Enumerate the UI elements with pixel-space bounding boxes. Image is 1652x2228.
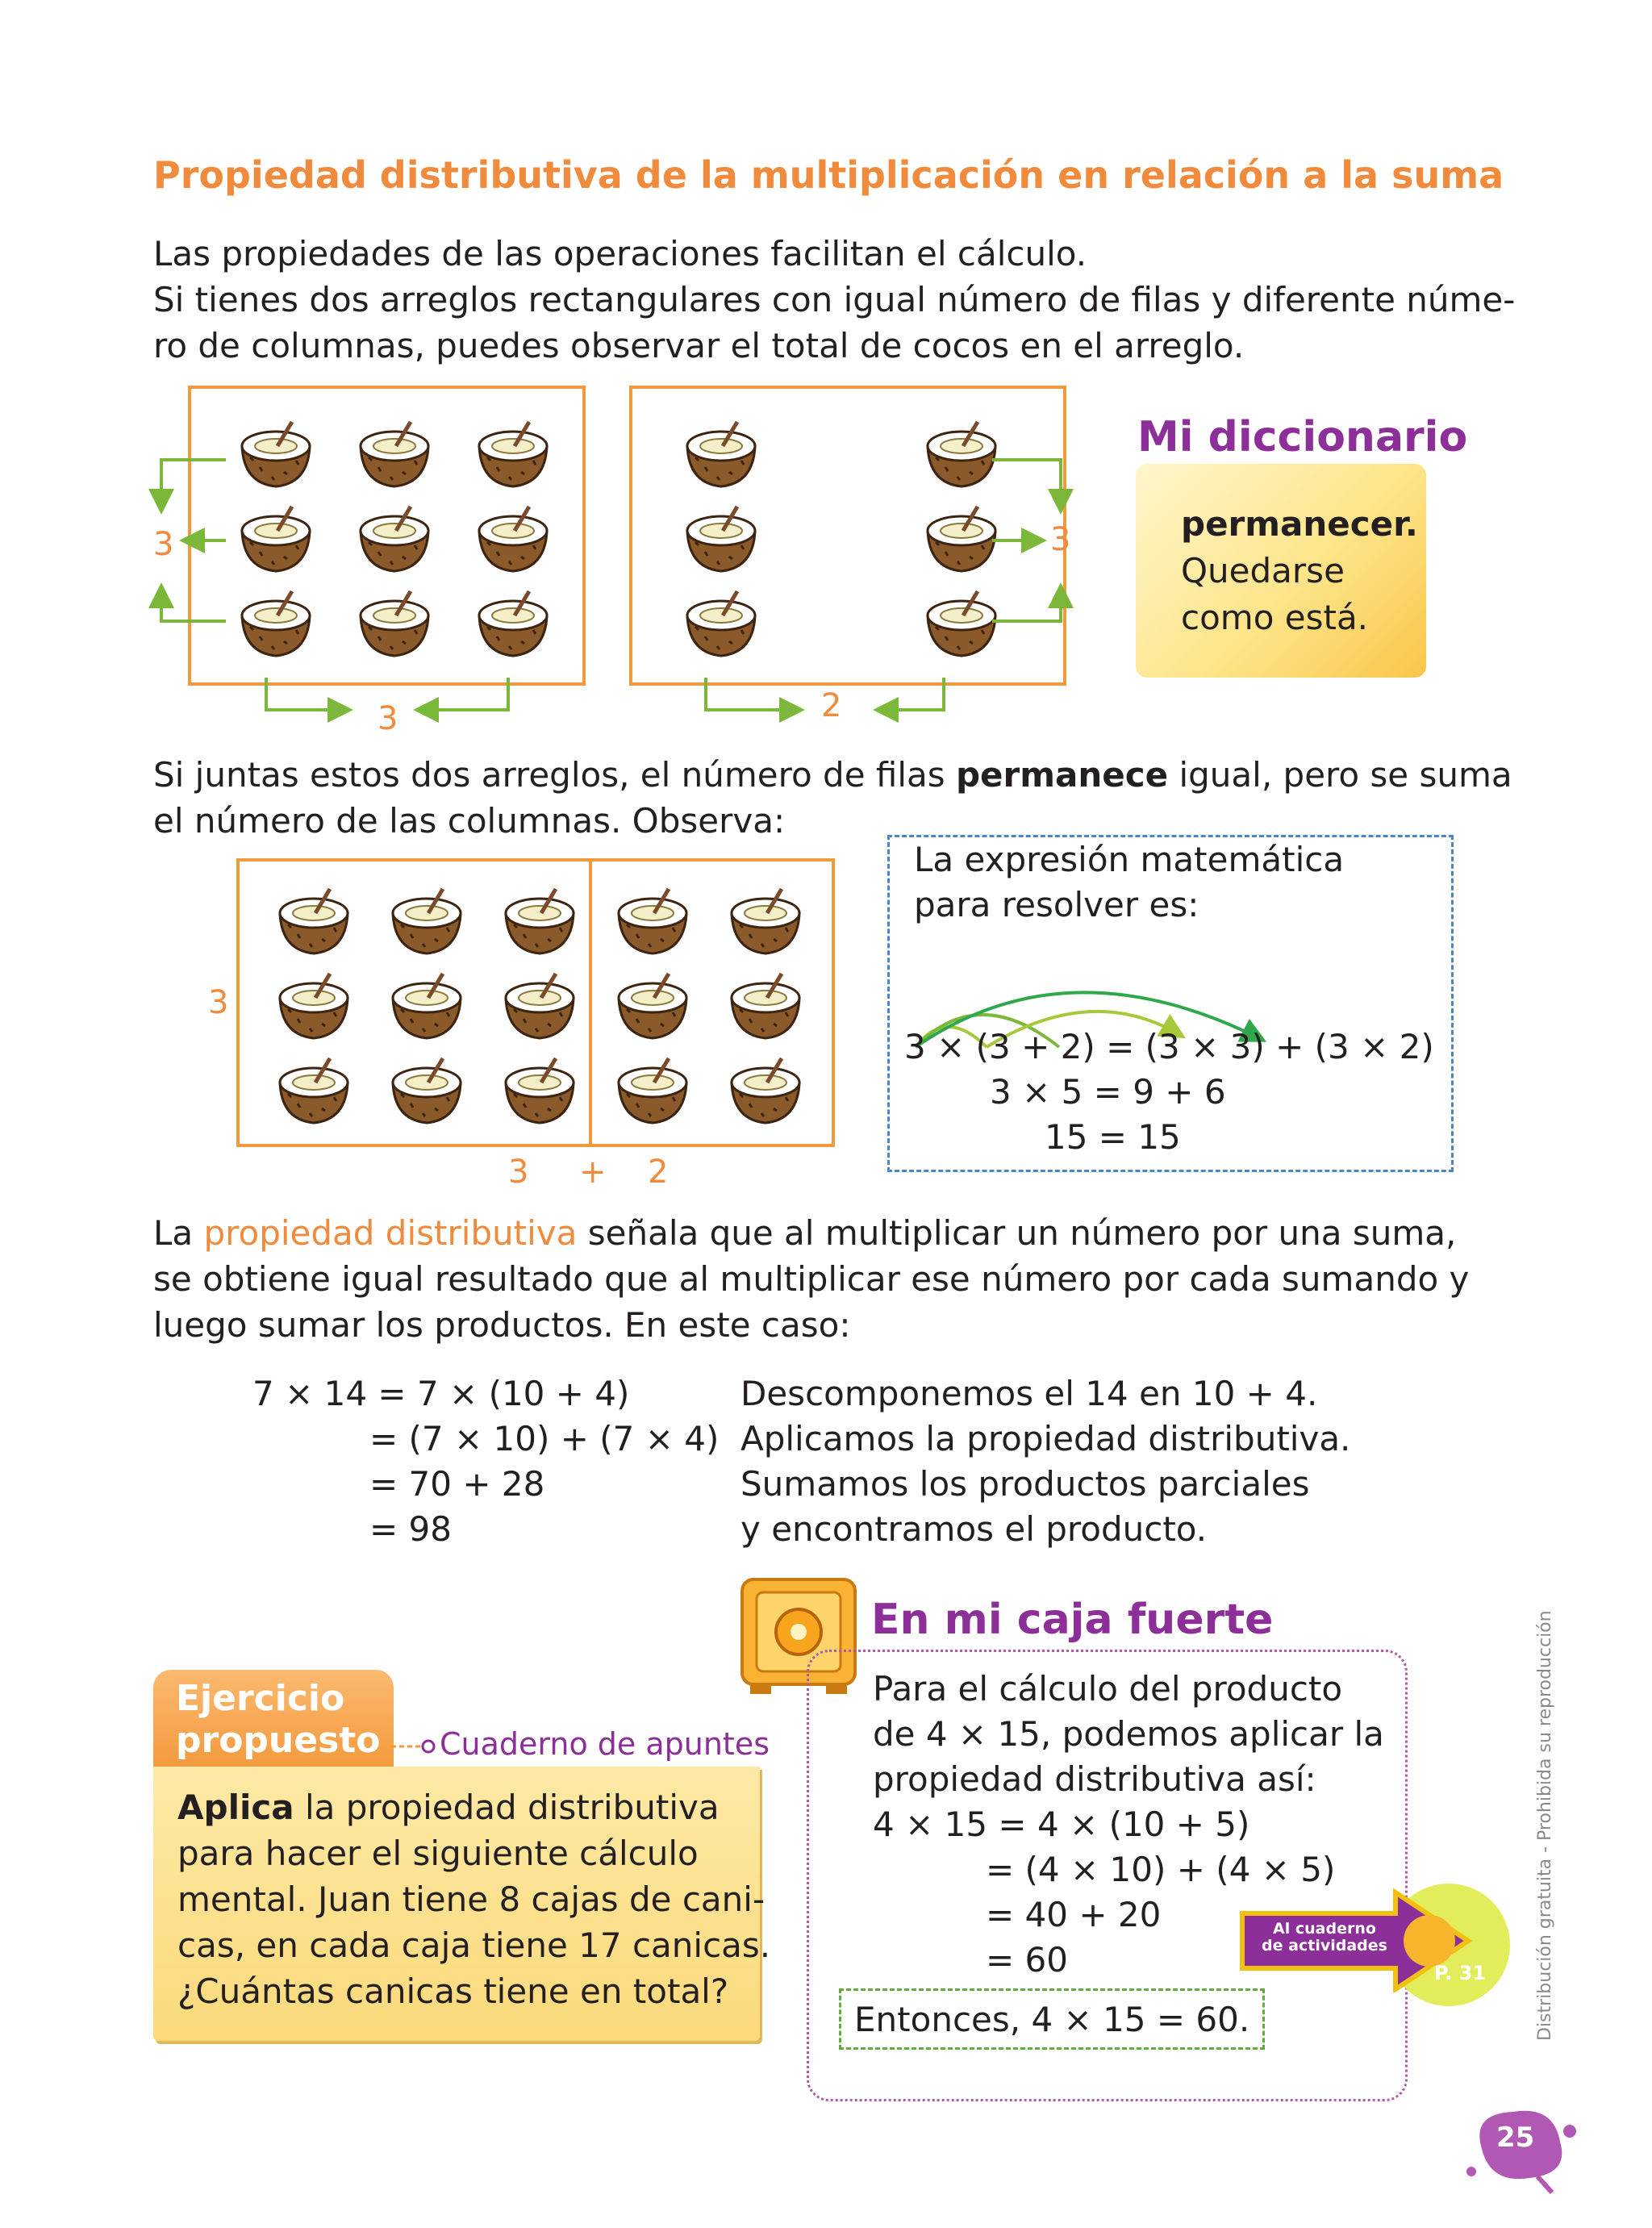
array-divider (589, 862, 592, 1144)
activity-link-text[interactable] (1252, 1921, 1397, 1955)
coconut-icon (273, 970, 354, 1041)
coconut-icon (725, 1055, 806, 1126)
coconut-icon (612, 970, 693, 1041)
coconut-icon (725, 886, 806, 957)
combined-plus: + (579, 1154, 607, 1191)
exercise-line-5: ¿Cuántas canicas tiene en total? (177, 1971, 729, 2011)
dictionary-def-1: Quedarse (1181, 551, 1345, 590)
combined-cols-a: 3 (508, 1154, 529, 1191)
coconut-icon (273, 1055, 354, 1126)
exercise-line-2: para hacer el siguiente cálculo (177, 1834, 699, 1873)
definition-line-1: La propiedad distributiva señala que al multiplicar un número por una suma, (153, 1213, 1457, 1253)
expression-intro-1: La expresión matemática (914, 840, 1345, 879)
safe-eq-1: 4 × 15 = 4 × (10 + 5) (873, 1805, 1250, 1844)
join-line-2: el número de las columnas. Observa: (153, 801, 786, 841)
exercise-card (153, 1767, 771, 2041)
array-arrows (137, 444, 1089, 742)
intro-line-2: Si tienes dos arreglos rectangulares con igual número de filas y diferente núme- (153, 280, 1516, 319)
coconut-icon (612, 886, 693, 957)
example-exp-2: Aplicamos la propiedad distributiva. (740, 1419, 1351, 1458)
dictionary-title: Mi diccionario (1137, 413, 1468, 461)
example-eq-4: = 98 (369, 1509, 452, 1549)
left-cols-label: 3 (378, 700, 398, 737)
activity-link-line-2: de actividades (1262, 1937, 1387, 1955)
exercise-tab-line-2: propuesto (176, 1720, 381, 1761)
example-eq-2: = (7 × 10) + (7 × 4) (369, 1419, 720, 1458)
example-exp-4: y encontramos el producto. (740, 1509, 1208, 1549)
safe-line-3: propiedad distributiva así: (873, 1759, 1316, 1799)
safe-result: Entonces, 4 × 15 = 60. (854, 2000, 1250, 2039)
left-rows-label: 3 (153, 526, 174, 563)
definition-line-3: luego sumar los productos. En este caso: (153, 1305, 851, 1345)
expression-intro-2: para resolver es: (914, 885, 1199, 924)
exercise-line-3: mental. Juan tiene 8 cajas de cani- (177, 1880, 766, 1919)
expression-eq-1: 3 × (3 + 2) = (3 × 3) + (3 × 2) (904, 1027, 1434, 1066)
definition-line-2: se obtiene igual resultado que al multiplicar ese número por cada sumando y (153, 1259, 1470, 1299)
right-cols-label: 2 (821, 687, 842, 724)
exercise-tab (153, 1670, 394, 1768)
exercise-line-4: cas, en cada caja tiene 17 canicas. (177, 1926, 771, 1965)
coconut-icon (273, 886, 354, 957)
expression-box (887, 835, 1454, 1172)
exercise-tab-line-1: Ejercicio (176, 1678, 345, 1719)
coconut-icon (612, 1055, 693, 1126)
dictionary-def-2: como está. (1181, 598, 1369, 637)
combined-array (236, 858, 835, 1147)
dictionary-card (1136, 464, 1426, 678)
exercise-line-1: Aplica la propiedad distributiva (177, 1788, 720, 1827)
example-exp-1: Descomponemos el 14 en 10 + 4. (740, 1374, 1318, 1413)
coconut-icon (386, 1055, 467, 1126)
coconut-icon (725, 970, 806, 1041)
right-rows-label: 3 (1050, 521, 1071, 558)
safe-eq-4: = 60 (986, 1940, 1068, 1980)
expression-eq-3: 15 = 15 (1045, 1117, 1181, 1157)
example-eq-1: 7 × 14 = 7 × (10 + 4) (252, 1374, 630, 1413)
safe-eq-3: = 40 + 20 (986, 1895, 1162, 1934)
expression-eq-2: 3 × 5 = 9 + 6 (990, 1072, 1226, 1112)
activity-link-line-1: Al cuaderno (1273, 1920, 1376, 1938)
safe-line-1: Para el cálculo del producto (873, 1669, 1343, 1709)
example-eq-3: = 70 + 28 (369, 1464, 545, 1504)
coconut-icon (386, 886, 467, 957)
notebook-link[interactable]: Cuaderno de apuntes (440, 1726, 770, 1762)
safe-title: En mi caja fuerte (871, 1596, 1274, 1644)
intro-line-3: ro de columnas, puedes observar el total de cocos en el arreglo. (153, 326, 1245, 365)
combined-cols-b: 2 (648, 1154, 669, 1191)
page-number: 25 (1496, 2122, 1535, 2154)
example-exp-3: Sumamos los productos parciales (740, 1464, 1310, 1504)
link-connector-icon (391, 1734, 440, 1759)
coconut-icon (499, 886, 580, 957)
coconut-icon (386, 970, 467, 1041)
join-line-1: Si juntas estos dos arreglos, el número de filas permanece igual, pero se suma (153, 755, 1512, 795)
combined-rows-label: 3 (208, 984, 229, 1021)
dictionary-term: permanecer. (1181, 504, 1418, 544)
intro-line-1: Las propiedades de las operaciones facilitan el cálculo. (153, 234, 1087, 273)
section-title: Propiedad distributiva de la multiplicación en relación a la suma (153, 153, 1504, 197)
result-box (839, 1988, 1265, 2050)
coconut-icon (499, 1055, 580, 1126)
safe-line-2: de 4 × 15, podemos aplicar la (873, 1714, 1384, 1754)
activity-page-ref[interactable]: P. 31 (1434, 1962, 1487, 1984)
coconut-icon (499, 970, 580, 1041)
side-note: Distribución gratuita - Prohibida su reproducción (1535, 1610, 1555, 2041)
safe-eq-2: = (4 × 10) + (4 × 5) (986, 1850, 1336, 1889)
